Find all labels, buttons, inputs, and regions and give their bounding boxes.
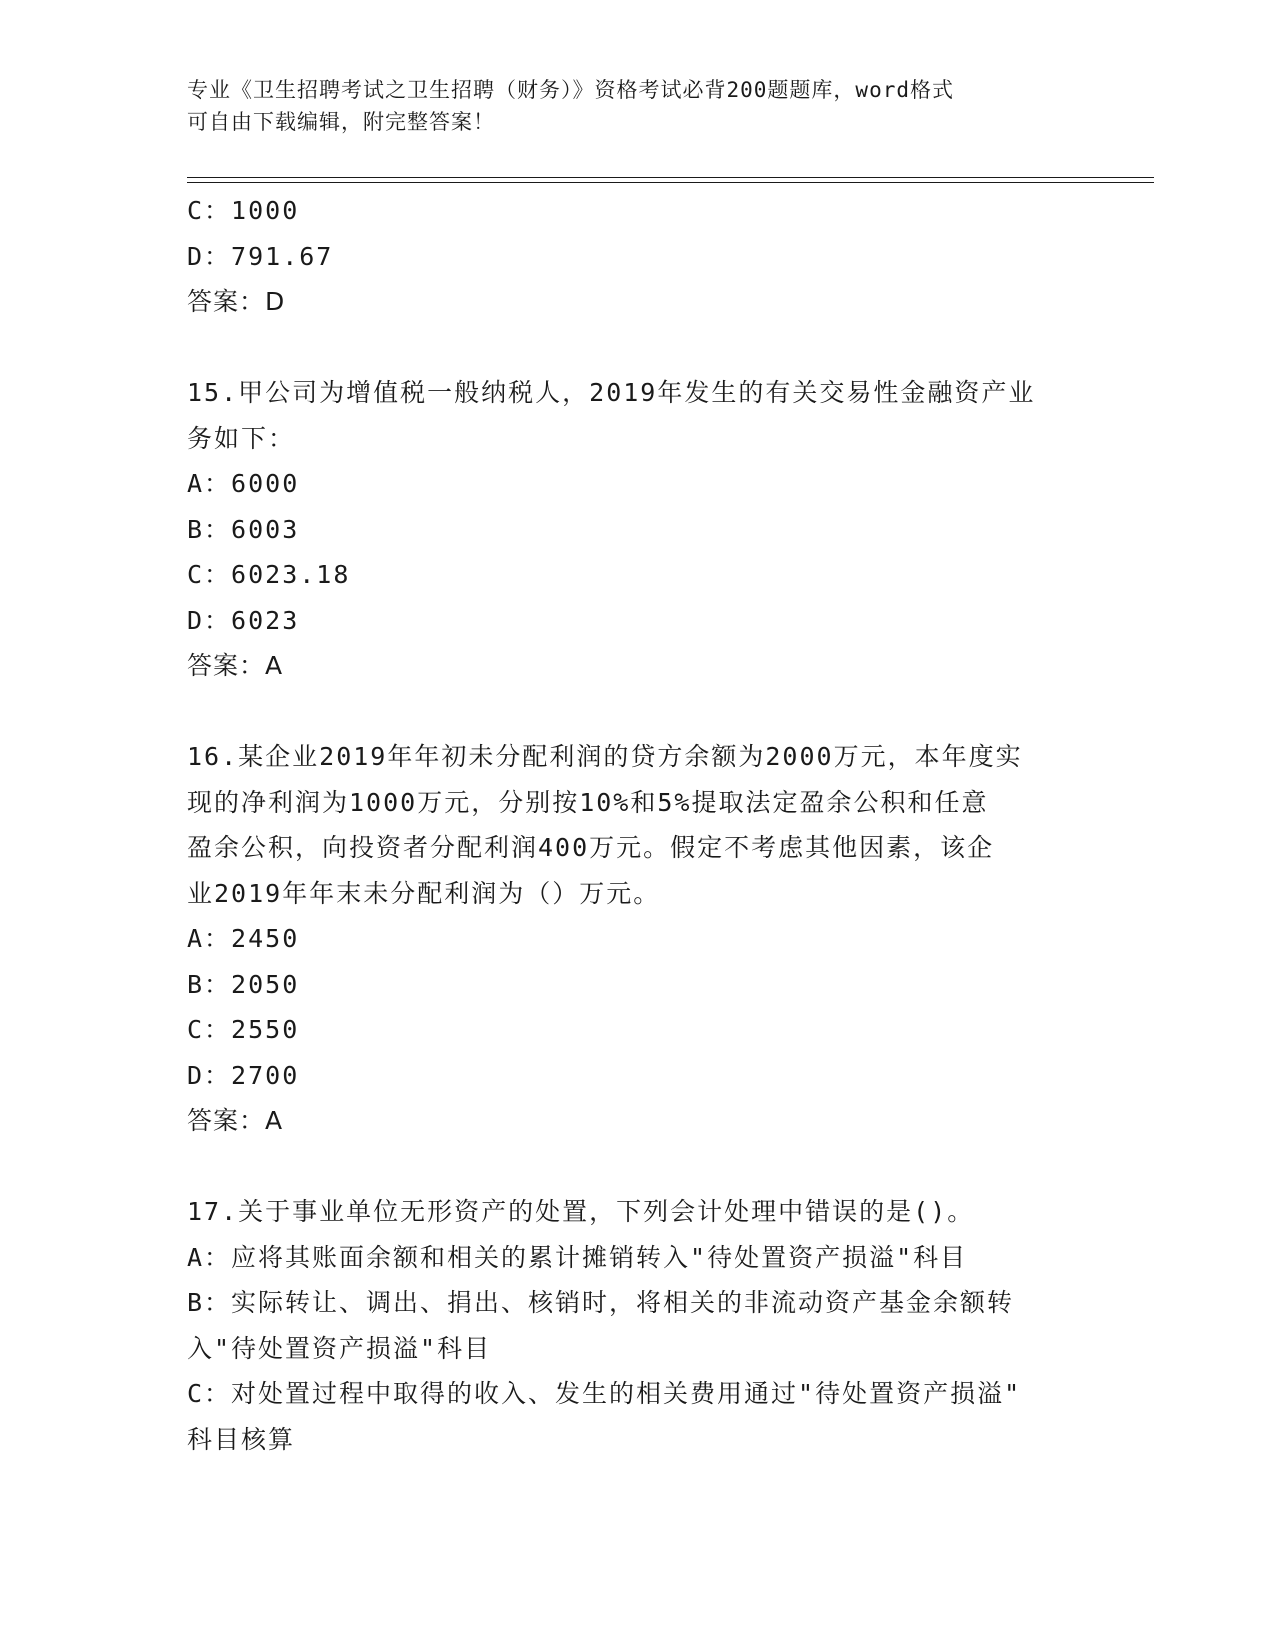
spacer bbox=[187, 689, 1087, 735]
option-d: D：6023 bbox=[187, 605, 300, 635]
option-b-continued: 入"待处置资产损溢"科目 bbox=[187, 1333, 492, 1363]
option-d: D：2700 bbox=[187, 1060, 300, 1090]
option-c: C：1000 bbox=[187, 196, 300, 225]
question-16 bbox=[187, 734, 1087, 1144]
header-title-line-1: 专业《卫生招聘考试之卫生招聘（财务）》资格考试必背200题题库，word格式 bbox=[187, 78, 954, 102]
answer-line: 答案：D bbox=[187, 287, 286, 316]
option-c: C：2550 bbox=[187, 1015, 300, 1044]
answer-line: 答案：A bbox=[187, 1106, 284, 1135]
spacer bbox=[187, 1144, 1087, 1190]
question-stem: 务如下： bbox=[187, 423, 296, 453]
question-list bbox=[187, 188, 1087, 1462]
header-rule-top bbox=[187, 177, 1154, 178]
option-c-continued: 科目核算 bbox=[187, 1424, 296, 1454]
question-stem: 现的净利润为1000万元，分别按10%和5%提取法定盈余公积和任意 bbox=[187, 787, 989, 817]
document-header bbox=[187, 74, 1067, 138]
option-c: C：6023.18 bbox=[187, 560, 351, 589]
question-17 bbox=[187, 1189, 1087, 1462]
header-rule-bottom bbox=[187, 182, 1154, 183]
question-stem: 17.关于事业单位无形资产的处置，下列会计处理中错误的是()。 bbox=[187, 1197, 975, 1226]
question-stem: 业2019年年末未分配利润为（）万元。 bbox=[187, 878, 661, 908]
question-15 bbox=[187, 370, 1087, 689]
option-a: A：2450 bbox=[187, 924, 300, 953]
option-b: B：实际转让、调出、捐出、核销时，将相关的非流动资产基金余额转 bbox=[187, 1288, 1015, 1317]
option-a: A：6000 bbox=[187, 469, 300, 498]
option-b: B：2050 bbox=[187, 969, 300, 999]
question-14-tail bbox=[187, 188, 1087, 325]
option-a: A：应将其账面余额和相关的累计摊销转入"待处置资产损溢"科目 bbox=[187, 1242, 968, 1272]
answer-line: 答案：A bbox=[187, 651, 284, 680]
question-stem: 15.甲公司为增值税一般纳税人，2019年发生的有关交易性金融资产业 bbox=[187, 378, 1036, 407]
question-stem: 盈余公积，向投资者分配利润400万元。假定不考虑其他因素，该企 bbox=[187, 833, 995, 862]
option-d: D：791.67 bbox=[187, 241, 334, 271]
option-c: C：对处置过程中取得的收入、发生的相关费用通过"待处置资产损溢" bbox=[187, 1379, 1022, 1408]
header-title-line-2: 可自由下载编辑，附完整答案！ bbox=[187, 110, 495, 134]
question-stem: 16.某企业2019年年初未分配利润的贷方余额为2000万元，本年度实 bbox=[187, 742, 1023, 771]
option-b: B：6003 bbox=[187, 514, 300, 544]
spacer bbox=[187, 325, 1087, 371]
